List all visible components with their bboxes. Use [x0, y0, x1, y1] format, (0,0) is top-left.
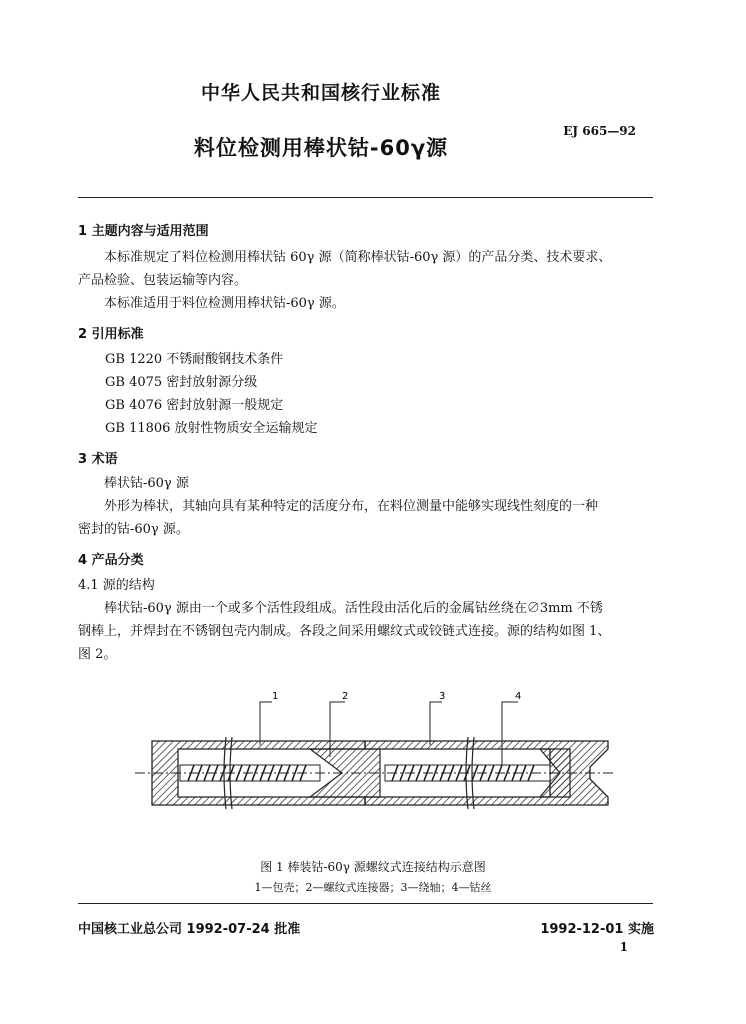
page-number: 1 [619, 940, 628, 954]
section-1-para-2: 本标准适用于料位检测用棒状钴-60γ 源。 [104, 296, 345, 311]
reference-item: GB 1220 不锈耐酸钢技术条件 [105, 352, 284, 367]
figure-legend: 1—包壳；2—螺纹式连接器；3—绕轴；4—钴丝 [254, 881, 492, 894]
standard-organization: 中华人民共和国核行业标准 [200, 82, 441, 104]
standard-title: 料位检测用棒状钴-60γ源 [193, 136, 449, 160]
label-1: 1 [272, 691, 279, 702]
footer-rule [78, 903, 653, 904]
section-3-heading: 3 术语 [78, 452, 118, 467]
label-4: 4 [515, 691, 522, 702]
source-structure-diagram [130, 685, 620, 845]
section-4-line-3: 图 2。 [78, 647, 117, 662]
section-4-1-heading: 4.1 源的结构 [78, 578, 155, 593]
implementation-date: 1992-12-01 实施 [540, 922, 654, 937]
reference-item: GB 4076 密封放射源一般规定 [105, 398, 284, 413]
term-definition-line-2: 密封的钴-60γ 源。 [78, 522, 189, 537]
standard-code: EJ 665—92 [563, 124, 636, 138]
callout-lines [260, 702, 518, 765]
approval-date: 中国核工业总公司 1992-07-24 批准 [78, 922, 301, 937]
section-1-line-2: 产品检验、包装运输等内容。 [78, 273, 248, 288]
section-4-heading: 4 产品分类 [78, 553, 144, 568]
header-rule [78, 197, 653, 198]
figure-caption: 图 1 棒装钴-60γ 源螺纹式连接结构示意图 [260, 860, 486, 874]
label-2: 2 [342, 691, 349, 702]
reference-item: GB 11806 放射性物质安全运输规定 [105, 421, 318, 436]
section-2-heading: 2 引用标准 [78, 327, 144, 342]
reference-item: GB 4075 密封放射源分级 [105, 375, 258, 390]
label-3: 3 [439, 691, 446, 702]
section-4-line-2: 钢棒上，并焊封在不锈钢包壳内制成。各段之间采用螺纹式或铰链式连接。源的结构如图 1、 [78, 624, 611, 639]
section-4-line-1: 棒状钴-60γ 源由一个或多个活性段组成。活性段由活化后的金属钴丝绕在∅3mm 不锈 [104, 601, 603, 616]
term-name: 棒状钴-60γ 源 [104, 476, 189, 491]
term-definition-line-1: 外形为棒状，其轴向具有某种特定的活度分布，在料位测量中能够实现线性刻度的一种 [104, 499, 599, 514]
section-1-heading: 1 主题内容与适用范围 [78, 224, 209, 239]
section-1-line-1: 本标准规定了料位检测用棒状钴 60γ 源（简称棒状钴-60γ 源）的产品分类、技术要求、 [104, 250, 612, 265]
